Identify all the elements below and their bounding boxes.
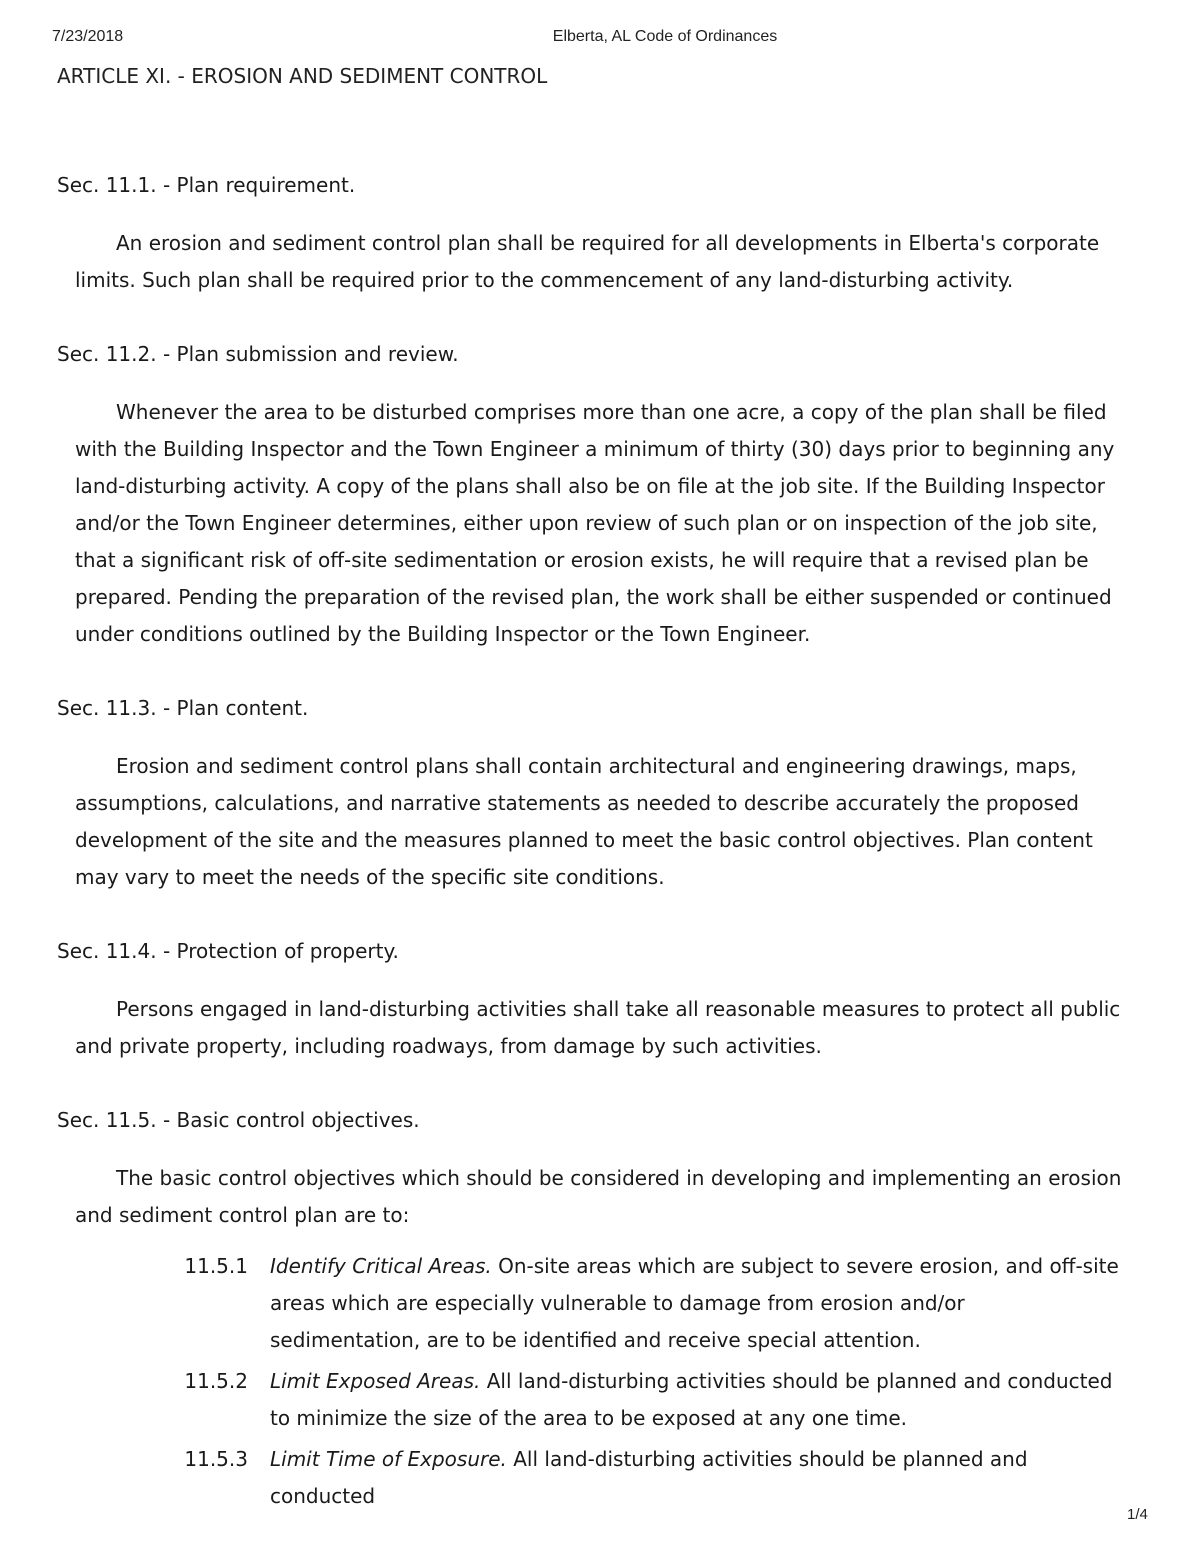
item-number: 11.5.3 bbox=[184, 1447, 248, 1471]
section-title: Sec. 11.2. - Plan submission and review. bbox=[57, 342, 459, 366]
article-title: ARTICLE XI. - EROSION AND SEDIMENT CONTROL bbox=[57, 64, 548, 88]
item-title: Limit Time of Exposure. bbox=[270, 1447, 507, 1471]
item-description: All land-disturbing activities should be planned and conducted bbox=[270, 1447, 1028, 1508]
item-text bbox=[270, 1363, 1120, 1437]
list-item bbox=[57, 1441, 1142, 1515]
section-body: An erosion and sediment control plan shall be required for all developments in Elberta's corporate limits. Such plan shall be required prior to the commencement of any land-disturbing activity. bbox=[75, 231, 1100, 292]
ordinance-content bbox=[57, 168, 1142, 1553]
list-item bbox=[57, 1248, 1142, 1359]
section-title: Sec. 11.4. - Protection of property. bbox=[57, 939, 399, 963]
section-title: Sec. 11.5. - Basic control objectives. bbox=[57, 1108, 420, 1132]
section-11-1 bbox=[57, 168, 1142, 299]
item-title: Limit Exposed Areas. bbox=[270, 1369, 481, 1393]
section-body: The basic control objectives which should be considered in developing and implementing an erosion and sediment control plan are to: bbox=[75, 1166, 1122, 1227]
section-body: Erosion and sediment control plans shall contain architectural and engineering drawings, maps, assumptions, calculations, and narrative statements as needed to describe accurately the proposed development of the site and the measures planned to meet the basic control objectives. Plan content may vary to meet the needs of the specific site conditions. bbox=[75, 754, 1093, 889]
item-description: On-site areas which are subject to severe erosion, and off-site areas which are especially vulnerable to damage from erosion and/or sedimentation, are to be identified and receive special attention. bbox=[270, 1254, 1119, 1352]
document-header-title: Elberta, AL Code of Ordinances bbox=[552, 28, 778, 45]
section-11-3 bbox=[57, 691, 1142, 896]
print-date: 7/23/2018 bbox=[52, 28, 124, 45]
item-description: All land-disturbing activities should be planned and conducted to minimize the size of the area to be exposed at any one time. bbox=[270, 1369, 1113, 1430]
section-11-4 bbox=[57, 934, 1142, 1065]
section-body: Whenever the area to be disturbed comprises more than one acre, a copy of the plan shall be filed with the Building Inspector and the Town Engineer a minimum of thirty (30) days prior to beginning any land-disturbing activity. A copy of the plans shall also be on file at the job site. If the Building Inspector and/or the Town Engineer determines, either upon review of such plan or on inspection of the job site, that a significant risk of off-site sedimentation or erosion exists, he will require that a revised plan be prepared. Pending the preparation of the revised plan, the work shall be either suspended or continued under conditions outlined by the Building Inspector or the Town Engineer. bbox=[75, 400, 1115, 646]
item-text bbox=[270, 1248, 1120, 1359]
section-11-5 bbox=[57, 1103, 1142, 1515]
list-item bbox=[57, 1363, 1142, 1437]
section-11-2 bbox=[57, 337, 1142, 653]
item-text bbox=[270, 1441, 1120, 1515]
item-title: Identify Critical Areas. bbox=[270, 1254, 492, 1278]
page-number: 1/4 bbox=[1127, 1506, 1148, 1523]
section-title: Sec. 11.1. - Plan requirement. bbox=[57, 173, 356, 197]
item-number: 11.5.2 bbox=[184, 1369, 248, 1393]
control-objectives-list bbox=[57, 1248, 1142, 1515]
item-number: 11.5.1 bbox=[184, 1254, 248, 1278]
section-title: Sec. 11.3. - Plan content. bbox=[57, 696, 309, 720]
section-body: Persons engaged in land-disturbing activities shall take all reasonable measures to protect all public and private property, including roadways, from damage by such activities. bbox=[75, 997, 1121, 1058]
